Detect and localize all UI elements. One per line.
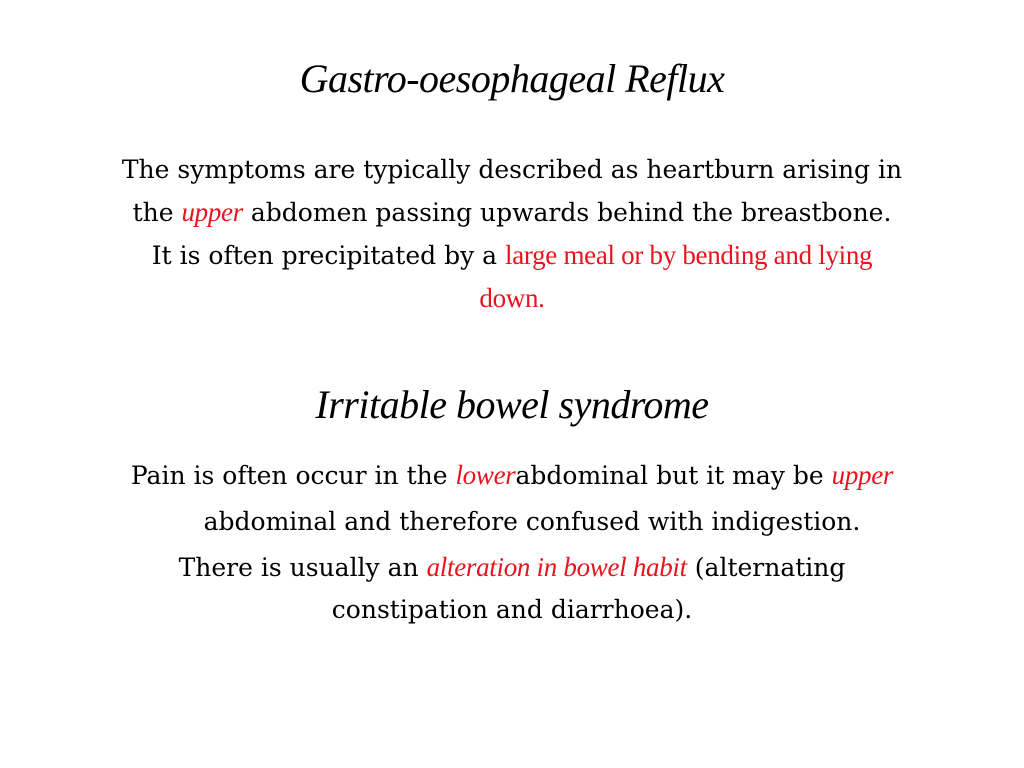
heading-irritable-bowel-syndrome: Irritable bowel syndrome xyxy=(315,382,709,427)
text-segment: Pain is often occur in the xyxy=(130,461,456,490)
text-line: constipation and diarrhoea). xyxy=(331,595,693,624)
text-segment: the xyxy=(132,198,182,227)
text-line: The symptoms are typically described as heartburn arising in xyxy=(121,155,903,184)
text-segment: abdomen passing upwards behind the breastbone. xyxy=(242,198,892,227)
text-line xyxy=(60,277,964,320)
highlight-lower: lower xyxy=(455,460,516,490)
highlight-large-meal: large meal or by bending and lying xyxy=(505,240,873,270)
text-segment: (alternating xyxy=(686,553,846,582)
paragraph-ibs-pain xyxy=(60,452,964,545)
paragraph-bowel-habit xyxy=(60,546,964,631)
text-line: abdominal and therefore confused with indigestion. xyxy=(203,507,861,536)
highlight-down: down. xyxy=(479,283,545,313)
text-segment: It is often precipitated by a xyxy=(151,241,506,270)
paragraph-reflux-symptoms xyxy=(60,149,964,320)
text-segment: abdominal but it may be xyxy=(515,461,832,490)
text-line xyxy=(60,452,964,499)
text-line xyxy=(60,234,964,277)
text-line xyxy=(60,191,964,234)
highlight-upper: upper xyxy=(181,197,243,227)
text-line xyxy=(60,546,964,589)
highlight-alteration-in-bowel-habit: alteration in bowel habit xyxy=(426,552,687,582)
heading-gastro-oesophageal-reflux: Gastro-oesophageal Reflux xyxy=(299,56,725,101)
text-segment: There is usually an xyxy=(178,553,427,582)
highlight-upper: upper xyxy=(831,460,894,490)
